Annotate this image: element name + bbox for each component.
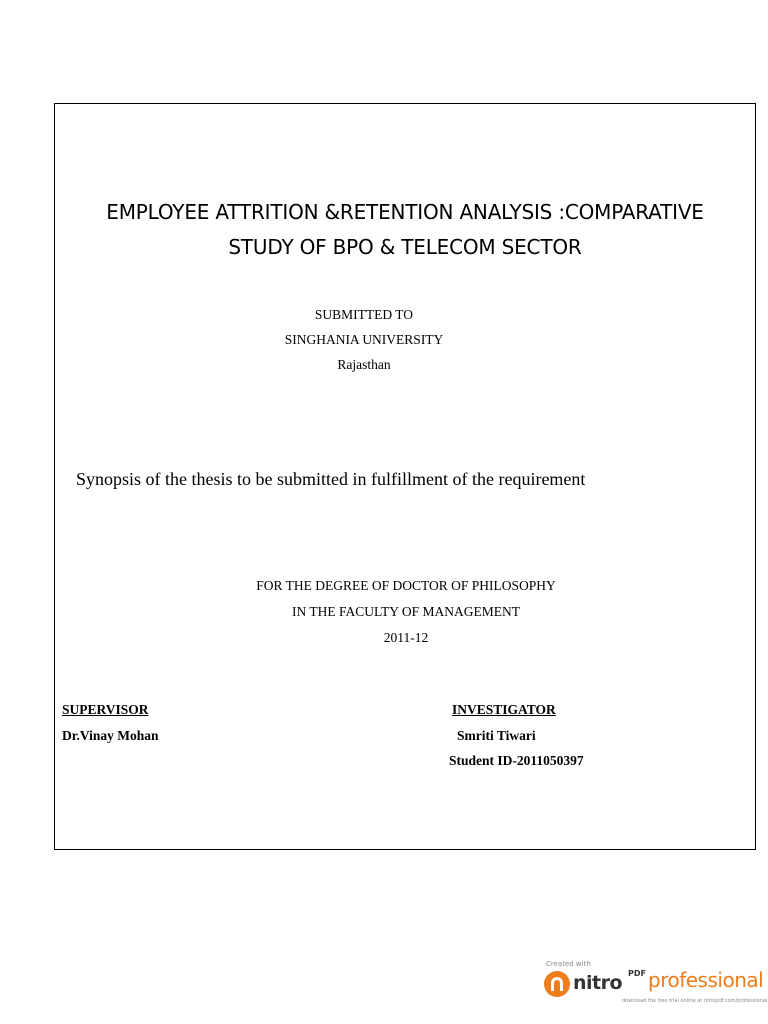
- nitro-logo-icon: [544, 971, 570, 997]
- student-id: Student ID-2011050397: [449, 753, 584, 768]
- degree-line: FOR THE DEGREE OF DOCTOR OF PHILOSOPHY: [256, 578, 556, 593]
- watermark-pdf: PDF: [628, 969, 646, 978]
- synopsis-statement: Synopsis of the thesis to be submitted in fulfillment of the requirement: [76, 469, 586, 489]
- watermark-brand: nitro: [573, 972, 623, 994]
- watermark-created-with: Created with: [546, 960, 591, 968]
- submitted-to-block: [214, 302, 514, 377]
- watermark-edition: professional: [648, 968, 764, 992]
- thesis-title: [55, 195, 755, 265]
- supervisor-heading: SUPERVISOR: [62, 702, 149, 717]
- degree-block: [206, 573, 606, 651]
- thesis-title-line-2: STUDY OF BPO & TELECOM SECTOR: [228, 235, 582, 259]
- supervisor-name: Dr.Vinay Mohan: [62, 728, 159, 743]
- university-name: SINGHANIA UNIVERSITY: [284, 332, 444, 347]
- academic-year: 2011-12: [383, 630, 429, 645]
- university-location: Rajasthan: [337, 357, 391, 372]
- faculty-line: IN THE FACULTY OF MANAGEMENT: [291, 604, 520, 619]
- thesis-title-line-1: EMPLOYEE ATTRITION &RETENTION ANALYSIS :COMPARATIVE: [106, 200, 704, 224]
- investigator-name: Smriti Tiwari: [457, 728, 536, 743]
- nitro-watermark: [544, 960, 768, 1010]
- watermark-download-note: download the free trial online at nitropdf.com/professional: [622, 998, 768, 1004]
- investigator-heading: INVESTIGATOR: [452, 702, 556, 717]
- submitted-to-label: SUBMITTED TO: [314, 307, 414, 322]
